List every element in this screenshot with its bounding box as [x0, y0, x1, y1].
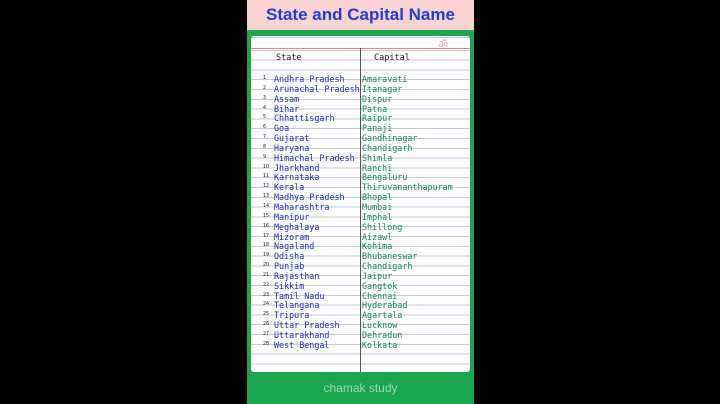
notebook-logo-icon: ॐ [438, 38, 449, 51]
row-number: 22 [263, 282, 270, 288]
state-name: Arunachal Pradesh [274, 83, 360, 94]
row-number: 17 [263, 233, 270, 239]
state-name: Goa [274, 123, 290, 134]
column-header-capital: Capital [374, 53, 410, 63]
row-number: 2 [263, 85, 267, 91]
capital-name: Shillong [362, 221, 403, 232]
row-number: 23 [263, 292, 270, 298]
row-number: 4 [263, 105, 267, 111]
title-banner [247, 0, 474, 30]
page-title: State and Capital Name [266, 5, 455, 24]
capital-name: Bhopal [362, 192, 393, 203]
row-number: 20 [263, 263, 270, 269]
capital-name: Shimla [362, 152, 393, 163]
row-number: 1 [263, 76, 267, 81]
state-name: Tripura [274, 310, 310, 321]
row-number: 13 [263, 194, 270, 200]
capital-name: Bengaluru [362, 172, 408, 183]
capital-name: Mumbai [362, 201, 393, 212]
state-name: Sikkim [274, 280, 305, 291]
row-number: 25 [263, 312, 270, 318]
state-name: Uttar Pradesh [274, 320, 340, 331]
state-name: Tamil Nadu [274, 290, 325, 301]
state-name: Bihar [274, 103, 300, 114]
capital-name: Chandigarh [362, 142, 413, 153]
capital-name: Thiruvananthapuram [362, 182, 453, 193]
state-name: Meghalaya [274, 221, 320, 232]
capital-name: Ranchi [362, 162, 393, 173]
row-number: 15 [263, 213, 270, 219]
state-name: Kerala [274, 182, 305, 193]
row-number: 19 [263, 253, 270, 259]
capital-name: Gandhinagar [362, 133, 418, 144]
state-name: Jharkhand [274, 162, 320, 173]
state-name: Haryana [274, 142, 310, 153]
capital-name: Aizawl [362, 231, 393, 242]
row-number: 24 [263, 302, 270, 308]
row-number: 7 [263, 135, 267, 141]
row-number: 6 [263, 125, 267, 131]
capital-name: Itanagar [362, 83, 403, 94]
state-name: Assam [274, 93, 300, 104]
watermark-text: chamak study [323, 381, 398, 395]
state-name: Maharashtra [274, 201, 330, 212]
state-name: Karnataka [274, 172, 320, 183]
state-name: Andhra Pradesh [274, 74, 345, 84]
row-number: 26 [263, 322, 270, 328]
notebook-page [251, 36, 470, 372]
row-number: 5 [263, 115, 267, 121]
state-name: Punjab [274, 261, 305, 272]
row-number: 10 [263, 164, 270, 170]
capital-name: Agartala [362, 310, 403, 321]
capital-name: Dispur [362, 93, 393, 104]
capital-name: Patna [362, 103, 388, 114]
state-capital-list [251, 75, 470, 351]
column-header-state: State [276, 53, 302, 63]
capital-name: Hyderabad [362, 300, 408, 311]
state-name: Gujarat [274, 133, 310, 144]
capital-name: Jaipur [362, 270, 393, 281]
row-number: 11 [263, 174, 270, 180]
capital-name: Gangtok [362, 280, 398, 291]
capital-name: Chandigarh [362, 261, 413, 272]
capital-name: Imphal [362, 211, 393, 222]
state-name: Nagaland [274, 241, 315, 252]
capital-name: Bhubaneswar [362, 251, 418, 262]
capital-name: Dehradun [362, 329, 403, 340]
row-number: 16 [263, 223, 270, 229]
state-name: Rajasthan [274, 270, 320, 281]
row-number: 27 [263, 331, 270, 337]
state-name: Uttarakhand [274, 329, 330, 340]
row-number: 8 [263, 144, 267, 150]
row-number: 28 [263, 341, 270, 347]
capital-name: Kohima [362, 241, 393, 252]
row-number: 14 [263, 203, 270, 209]
state-name: Himachal Pradesh [274, 152, 355, 163]
state-name: Madhya Pradesh [274, 192, 345, 203]
state-name: West Bengal [274, 339, 330, 350]
state-name: Manipur [274, 211, 310, 222]
row-number: 3 [263, 95, 267, 101]
row-number: 12 [263, 184, 270, 190]
state-name: Telangana [274, 300, 320, 311]
row-number: 18 [263, 243, 270, 249]
watermark [247, 372, 474, 404]
capital-name: Amaravati [362, 74, 408, 84]
row-number: 21 [263, 272, 270, 278]
list-item [251, 341, 470, 351]
state-name: Mizoram [274, 231, 310, 242]
state-name: Odisha [274, 251, 305, 262]
capital-name: Raipur [362, 113, 393, 124]
capital-name: Kolkata [362, 339, 398, 350]
capital-name: Chennai [362, 290, 398, 301]
capital-name: Lucknow [362, 320, 398, 331]
row-number: 9 [263, 154, 267, 160]
capital-name: Panaji [362, 123, 393, 134]
state-name: Chhattisgarh [274, 113, 335, 124]
